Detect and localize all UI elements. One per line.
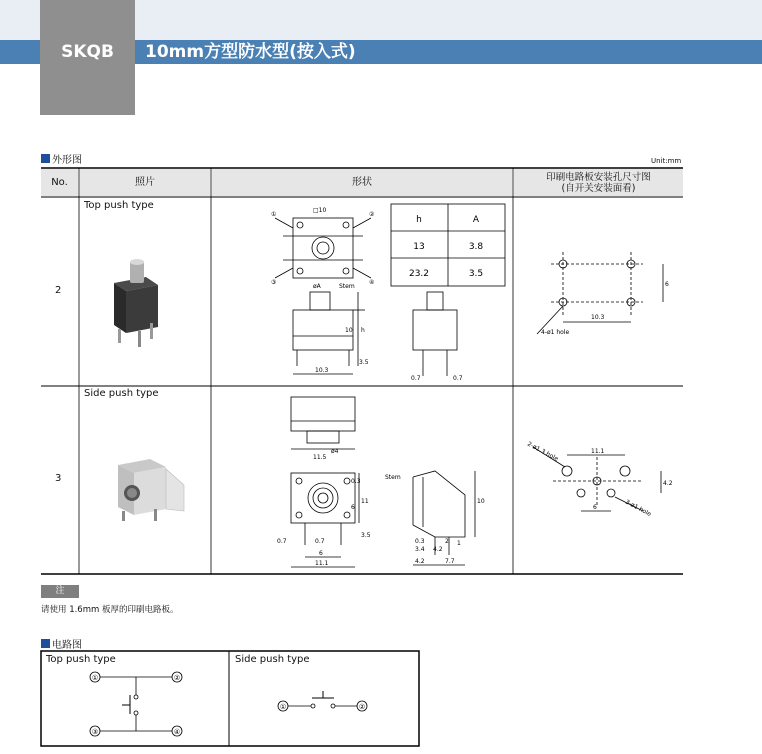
dim-10-3: 10.3	[315, 367, 329, 374]
side-push-shape-drawing	[213, 387, 513, 575]
dim-11: 11	[361, 498, 369, 505]
side-push-switch-photo	[110, 455, 190, 525]
pcb-dim-4-2: 4.2	[663, 480, 673, 487]
dim-4-2: 4.2	[433, 546, 443, 553]
stem-label: Stem	[385, 474, 401, 481]
pcb-dim-6: 6	[665, 281, 669, 288]
dim-6: 6	[351, 504, 355, 511]
pin-1-label: ①	[271, 211, 277, 218]
col-header-no: No.	[41, 169, 78, 196]
ha-table-cell: 3.5	[468, 269, 484, 279]
pcb-hole-label: 2-ø1.3 hole	[526, 440, 560, 463]
pcb-hole-label: 3-ø1 hole	[624, 498, 653, 519]
row-type-label: Top push type	[84, 200, 154, 211]
section-marker-icon	[41, 154, 50, 163]
outline-section-title	[41, 151, 82, 166]
top-push-switch-photo	[100, 255, 170, 350]
dim-11-1: 11.1	[315, 560, 329, 567]
unit-label: Unit:mm	[651, 157, 682, 165]
ha-table-header-a: A	[472, 215, 480, 225]
dim-square: □10	[313, 207, 327, 214]
stem-label: Stem	[339, 283, 355, 290]
dim-h: h	[361, 327, 365, 334]
dim-4-2: 4.2	[415, 558, 425, 565]
circuit-pin-1: ①	[91, 674, 99, 682]
dim-6: 6	[319, 550, 323, 557]
row-type-label: Side push type	[84, 388, 159, 399]
col-header-pcb: 印刷电路板安装孔尺寸图 (自开关安装面看)	[514, 169, 683, 196]
dim-3-4: 3.4	[415, 546, 425, 553]
circuit-pin-1: ①	[279, 703, 287, 711]
dim-0-7: 0.7	[315, 538, 325, 545]
ha-table-cell: 3.8	[468, 242, 484, 252]
dim-3-5: 3.5	[361, 532, 371, 539]
dim-10: 10	[477, 498, 485, 505]
page-title: 10mm方型防水型(按入式)	[145, 42, 356, 62]
pin-4-label: ④	[369, 279, 375, 286]
ha-table-cell: 23.2	[408, 269, 430, 279]
dim-0-3: 0.3	[415, 538, 425, 545]
ha-table-cell: 13	[413, 242, 425, 252]
row-no: 3	[55, 473, 62, 484]
dim-phi-4: ø4	[331, 448, 339, 455]
dim-0-3: 0.3	[351, 478, 361, 485]
pin-3-label: ③	[271, 279, 277, 286]
pcb-hole-label: 4-ø1 hole	[541, 329, 570, 336]
product-code: SKQB	[61, 42, 114, 62]
dim-11-5: 11.5	[313, 454, 327, 461]
top-push-shape-drawing	[213, 198, 513, 386]
col-header-photo: 照片	[80, 169, 210, 196]
dim-0-7: 0.7	[453, 375, 463, 382]
col-header-shape: 形状	[212, 169, 512, 196]
row-no: 2	[55, 285, 62, 296]
dim-0-7: 0.7	[411, 375, 421, 382]
dim-3-5: 3.5	[359, 359, 369, 366]
dim-phi-a: øA	[313, 283, 321, 290]
dim-7-7: 7.7	[445, 558, 455, 565]
circuit-side-push-label: Side push type	[235, 654, 310, 665]
ha-table-header-h: h	[416, 215, 422, 225]
circuit-pin-3: ③	[91, 728, 99, 736]
pcb-dim-10-3: 10.3	[591, 314, 605, 321]
circuit-section-title	[41, 636, 82, 651]
note-label: 注	[41, 585, 79, 598]
dim-1: 1	[457, 540, 461, 547]
circuit-pin-2: ②	[358, 703, 366, 711]
top-push-pcb-drawing	[515, 198, 683, 386]
pcb-dim-6: 6	[593, 504, 597, 511]
dim-0-7: 0.7	[277, 538, 287, 545]
circuit-pin-4: ④	[173, 728, 181, 736]
outline-section-label: 外形图	[52, 155, 82, 166]
side-push-pcb-drawing	[515, 387, 683, 575]
pin-2-label: ②	[369, 211, 375, 218]
circuit-section-label: 电路图	[52, 640, 82, 651]
circuit-pin-2: ②	[173, 674, 181, 682]
pcb-dim-11-1: 11.1	[591, 448, 605, 455]
note-text: 请使用 1.6mm 板厚的印刷电路板。	[41, 605, 179, 615]
circuit-top-push-label: Top push type	[46, 654, 116, 665]
dim-10: 10	[345, 327, 353, 334]
dim-2: 2	[445, 538, 449, 545]
section-marker-icon	[41, 639, 50, 648]
